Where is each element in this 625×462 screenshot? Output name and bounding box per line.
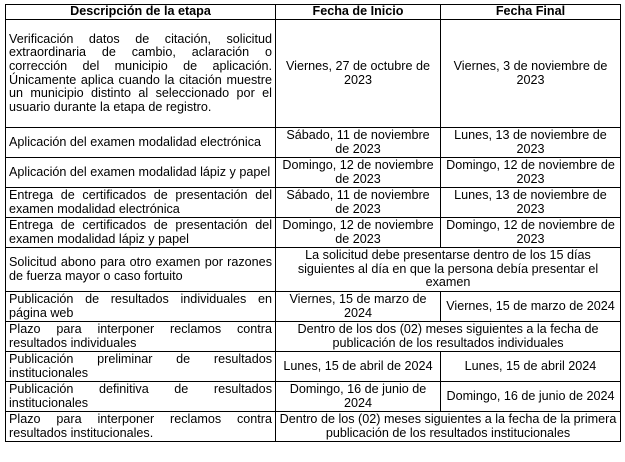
table-row — [6, 412, 621, 442]
header-row — [6, 5, 621, 20]
table-row — [6, 352, 621, 382]
end-date: Domingo, 12 de noviembre de 2023 — [441, 158, 621, 188]
table-row — [6, 158, 621, 188]
table-row — [6, 218, 621, 248]
start-date: Viernes, 15 de marzo de 2024 — [276, 292, 441, 322]
start-date: Sábado, 11 de noviembre de 2023 — [276, 128, 441, 158]
header-end-date: Fecha Final — [441, 5, 621, 20]
merged-date-note: La solicitud debe presentarse dentro de los 15 días siguientes al día en que la persona debía presentar el examen — [276, 248, 621, 292]
start-date: Domingo, 12 de noviembre de 2023 — [276, 218, 441, 248]
table-row — [6, 292, 621, 322]
header-description: Descripción de la etapa — [6, 5, 276, 20]
stage-description: Plazo para interponer reclamos contra resultados individuales — [6, 322, 276, 352]
end-date: Domingo, 12 de noviembre de 2023 — [441, 218, 621, 248]
schedule-table — [5, 4, 621, 442]
end-date: Lunes, 13 de noviembre de 2023 — [441, 188, 621, 218]
start-date: Viernes, 27 de octubre de 2023 — [276, 20, 441, 128]
table-row — [6, 322, 621, 352]
merged-date-note: Dentro de los (02) meses siguientes a la fecha de la primera publicación de los resultados institucionales — [276, 412, 621, 442]
stage-description: Publicación definitiva de resultados institucionales — [6, 382, 276, 412]
stage-description: Publicación preliminar de resultados institucionales — [6, 352, 276, 382]
table-row — [6, 248, 621, 292]
end-date: Lunes, 15 de abril 2024 — [441, 352, 621, 382]
start-date: Domingo, 16 de junio de 2024 — [276, 382, 441, 412]
header-start-date: Fecha de Inicio — [276, 5, 441, 20]
end-date: Viernes, 15 de marzo de 2024 — [441, 292, 621, 322]
end-date: Lunes, 13 de noviembre de 2023 — [441, 128, 621, 158]
start-date: Lunes, 15 de abril de 2024 — [276, 352, 441, 382]
table-row — [6, 188, 621, 218]
table-row — [6, 20, 621, 128]
start-date: Domingo, 12 de noviembre de 2023 — [276, 158, 441, 188]
start-date: Sábado, 11 de noviembre de 2023 — [276, 188, 441, 218]
stage-description: Solicitud abono para otro examen por razones de fuerza mayor o caso fortuito — [6, 248, 276, 292]
table-row — [6, 382, 621, 412]
end-date: Domingo, 16 de junio de 2024 — [441, 382, 621, 412]
stage-description: Aplicación del examen modalidad lápiz y papel — [6, 158, 276, 188]
end-date: Viernes, 3 de noviembre de 2023 — [441, 20, 621, 128]
stage-description: Verificación datos de citación, solicitud extraordinaria de cambio, aclaración o corrección del municipio de aplicación. Únicamente aplica cuando la citación muestre un municipio distinto al seleccionado por el usuario durante la etapa de registro. — [6, 20, 276, 128]
stage-description: Plazo para interponer reclamos contra resultados institucionales. — [6, 412, 276, 442]
stage-description: Entrega de certificados de presentación del examen modalidad electrónica — [6, 188, 276, 218]
merged-date-note: Dentro de los dos (02) meses siguientes a la fecha de publicación de los resultados individuales — [276, 322, 621, 352]
stage-description: Aplicación del examen modalidad electrónica — [6, 128, 276, 158]
table-row — [6, 128, 621, 158]
stage-description: Publicación de resultados individuales en página web — [6, 292, 276, 322]
stage-description: Entrega de certificados de presentación del examen modalidad lápiz y papel — [6, 218, 276, 248]
